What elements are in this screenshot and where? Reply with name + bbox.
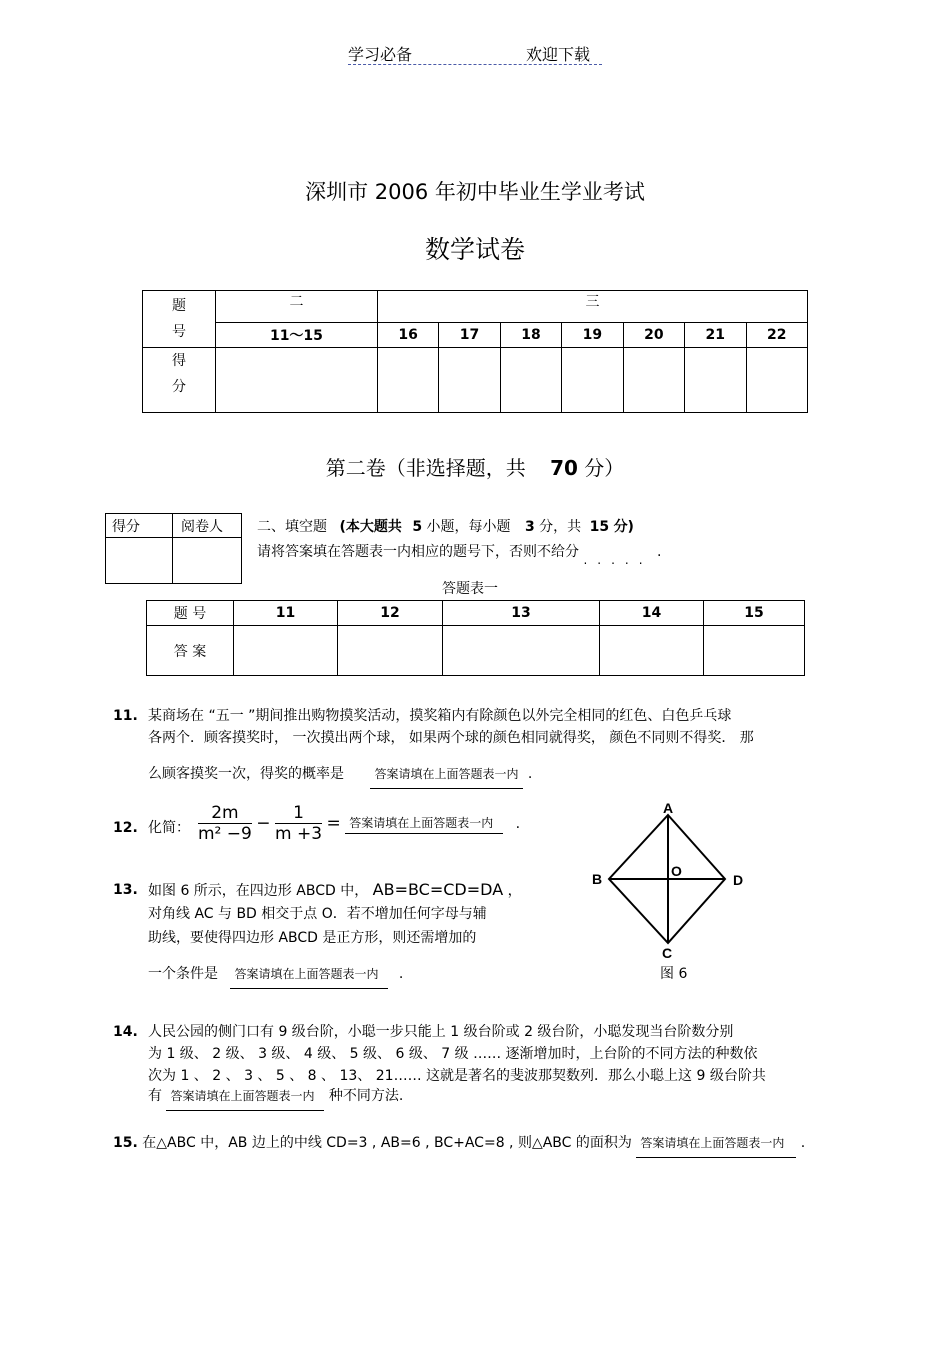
header-divider: [348, 64, 602, 65]
score-cell: [377, 348, 438, 413]
score-table-col-san: 三: [377, 291, 807, 323]
score-cell: [562, 348, 623, 413]
score-cell: [439, 348, 500, 413]
vertex-b-label: B: [592, 871, 603, 887]
emphasis-dots: .....: [583, 553, 653, 567]
section-title: [0, 452, 950, 481]
score-table-col-er: 二: [216, 291, 378, 323]
q11-line2: 各两个．顾客摸奖时， 一次摸出两个球， 如果两个球的颜色相同就得奖， 颜色不同则不得奖． 那: [148, 730, 754, 746]
part2-total: 15: [589, 519, 610, 535]
q12-expression: $\frac{2m}{\text{m² −9}}$ − $\frac{1}{m +3}$ = 答案请填在上面答题表一内 .: [198, 803, 521, 844]
q12-fraction-2: [275, 803, 322, 844]
answer-table-col: 12: [338, 601, 443, 626]
answer-table-row1-label: 题 号: [147, 601, 234, 626]
score-cell: [746, 348, 808, 413]
q15-number: 15.: [113, 1135, 138, 1151]
grader-box: [105, 513, 242, 584]
q14-line4a: 有: [148, 1088, 162, 1104]
q12-fraction-1-numerator: 2m: [198, 803, 252, 824]
score-table-col: 18: [500, 323, 561, 348]
score-table-col: 19: [562, 323, 623, 348]
q11-line1: 某商场在 “五一 ”期间推出购物摸奖活动，摸奖箱内有除颜色以外完全相同的红色、白色乒乓球: [148, 708, 732, 724]
q13-number: 13.: [113, 882, 138, 898]
q11-answer-blank: 答案请填在上面答题表一内: [370, 762, 523, 789]
q11-number: 11.: [113, 708, 138, 724]
q13-equal-sides: AB=BC=CD=DA: [372, 880, 504, 899]
answer-table-col: 13: [443, 601, 600, 626]
score-cell: [216, 348, 378, 413]
q14-number: 14.: [113, 1024, 138, 1040]
exam-title: 深圳市 2006 年初中毕业生学业考试: [305, 180, 645, 204]
answer-cell: [704, 626, 805, 676]
q11-line3-text: 么顾客摸奖一次，得奖的概率是: [148, 766, 344, 782]
answer-table-col: 15: [704, 601, 805, 626]
answer-table: [146, 600, 805, 676]
q11-line3: 么顾客摸奖一次，得奖的概率是 答案请填在上面答题表一内 .: [148, 762, 532, 789]
answer-table-caption: 答题表一: [442, 581, 498, 597]
q13-line4-text: 一个条件是: [148, 966, 218, 982]
q13-line2: 对角线 AC 与 BD 相交于点 O．若不增加任何字母与辅: [148, 906, 487, 922]
answer-table-row2-label: 答 案: [147, 626, 234, 676]
center-o-label: O: [671, 863, 682, 879]
part2-instruction-text: 请将答案填在答题表一内相应的题号下，否则不给分: [257, 544, 579, 560]
q12-number: 12.: [113, 820, 138, 836]
part2-heading: [257, 516, 634, 536]
score-table-col: 22: [746, 323, 808, 348]
figure-6-diagram: [585, 795, 755, 985]
score-table-row2-label: 得 分: [143, 348, 216, 413]
part2-heading-c: 小题，每小题: [426, 519, 511, 535]
part2-heading-a: 二、填空题: [257, 519, 327, 535]
grader-reader-cell: [173, 538, 242, 584]
q12-prefix: 化简：: [148, 820, 190, 836]
part2-heading-b: (本大题共: [339, 519, 402, 535]
q12-fraction-1: [198, 803, 252, 844]
q14-line3: 次为 1 、 2 、 3 、 5 、 8 、 13、 21…… 这就是著名的斐波那契数列．那么小聪上这 9 级台阶共: [148, 1068, 766, 1084]
part2-heading-d: 分，共: [539, 519, 582, 535]
answer-table-col: 14: [600, 601, 704, 626]
q12-answer-blank: 答案请填在上面答题表一内: [345, 814, 503, 834]
grader-score-cell: [106, 538, 173, 584]
q13-line3: 助线，要使得四边形 ABCD 是正方形，则还需增加的: [148, 930, 477, 946]
section-unit: 分）: [584, 456, 625, 480]
q12-fraction-1-denominator: m² −9: [198, 824, 252, 844]
q13-answer-blank: 答案请填在上面答题表一内: [230, 962, 388, 989]
instruction-period: .: [656, 544, 662, 560]
q14-line4: [148, 1084, 403, 1111]
q13-comma: ，: [507, 883, 522, 899]
q13-line1a: 如图 6 所示，在四边形 ABCD 中，: [148, 883, 369, 899]
q12-minus: −: [256, 813, 271, 834]
exam-subtitle: 数学试卷: [424, 235, 525, 264]
score-table-col: 17: [439, 323, 500, 348]
q14-line2: 为 1 级、 2 级、 3 级、 4 级、 5 级、 6 级、 7 级 …… 逐渐增加时，上台阶的不同方法的种数依: [148, 1046, 758, 1062]
q12-fraction-2-numerator: 1: [275, 803, 322, 824]
q12-fraction-2-denominator: m +3: [275, 824, 323, 844]
section-title-text: 第二卷（非选择题，共: [325, 456, 526, 480]
score-cell: [500, 348, 561, 413]
section-score: 70: [550, 456, 578, 480]
header-left: 学习必备: [348, 45, 413, 64]
answer-cell: [338, 626, 443, 676]
q14-line4b: 种不同方法.: [328, 1088, 404, 1104]
score-table-row1-label: 题 号: [143, 291, 216, 348]
score-cell: [685, 348, 746, 413]
answer-cell: [443, 626, 600, 676]
part2-count: 5: [412, 519, 423, 535]
part2-points: 3: [524, 519, 535, 535]
answer-cell: [600, 626, 704, 676]
score-cell: [623, 348, 684, 413]
score-table: [142, 290, 808, 413]
q14-line1: 人民公园的侧门口有 9 级台阶，小聪一步只能上 1 级台阶或 2 级台阶，小聪发现当台阶数分别: [148, 1024, 734, 1040]
score-table-col: 11～15: [216, 323, 378, 348]
grader-score-label: 得分: [106, 514, 173, 538]
part2-heading-e: 分): [613, 519, 634, 535]
vertex-a-label: A: [663, 800, 674, 816]
grader-reader-label: 阅卷人: [173, 514, 242, 538]
q13-line1: [148, 878, 522, 903]
answer-cell: [234, 626, 338, 676]
q14-answer-blank: 答案请填在上面答题表一内: [166, 1084, 324, 1111]
vertex-d-label: D: [733, 872, 744, 888]
header-right: 欢迎下载: [526, 45, 591, 64]
figure-6-caption: 图 6: [660, 966, 688, 982]
q13-line4: 一个条件是 答案请填在上面答题表一内 .: [148, 962, 403, 989]
q12-equals: =: [326, 813, 341, 834]
q15-line: 15. 在△ABC 中，AB 边上的中线 CD=3 , AB=6 , BC+AC=8 , 则△ABC 的面积为 答案请填在上面答题表一内 .: [113, 1131, 805, 1158]
q15-answer-blank: 答案请填在上面答题表一内: [636, 1131, 796, 1158]
score-table-col: 20: [623, 323, 684, 348]
q15-text: 在△ABC 中，AB 边上的中线 CD=3 , AB=6 , BC+AC=8 , 则△ABC 的面积为: [142, 1135, 632, 1151]
answer-table-col: 11: [234, 601, 338, 626]
score-table-col: 16: [377, 323, 438, 348]
score-table-col: 21: [685, 323, 746, 348]
vertex-c-label: C: [662, 945, 673, 961]
part2-instruction: [257, 541, 662, 567]
